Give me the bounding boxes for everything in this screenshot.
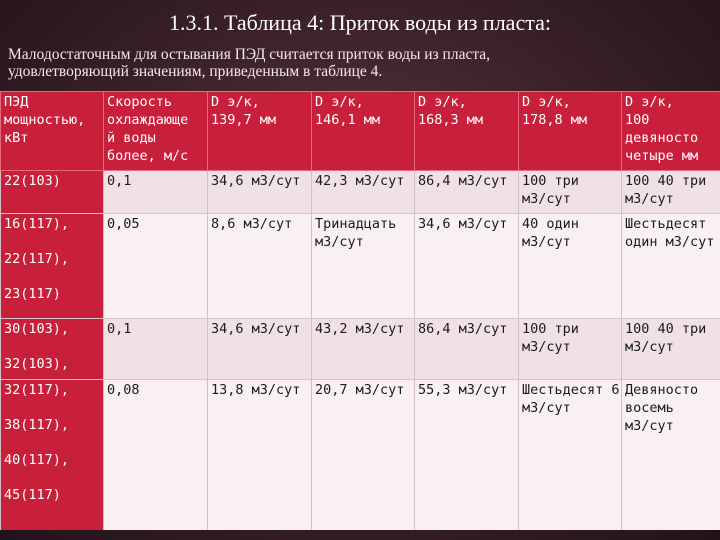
value-cell [622, 319, 720, 380]
header-line: более, м/с [107, 148, 189, 164]
value-cell [415, 214, 519, 319]
value-cell [519, 214, 622, 319]
value-line: 100 три [522, 173, 579, 189]
header-line: D э/к, [522, 94, 571, 110]
value-cell [622, 214, 720, 319]
slide-title: 1.3.1. Таблица 4: Приток воды из пласта: [169, 10, 551, 35]
value-cell [519, 319, 622, 380]
header-d-194 [622, 92, 720, 171]
header-power [1, 92, 104, 171]
value-line: 100 три [522, 321, 579, 337]
value-line: 100 40 три [625, 173, 707, 189]
header-line: D э/к, [418, 94, 467, 110]
value-cell [208, 214, 312, 319]
power-cell [1, 319, 104, 380]
table-row [1, 319, 720, 380]
value-line: Шестьдесят 6 [522, 382, 620, 398]
power-cell [1, 171, 104, 214]
value-cell [415, 380, 519, 531]
value-cell [519, 171, 622, 214]
value-cell [519, 380, 622, 531]
power-value: 32(103), [4, 356, 70, 372]
value-cell [208, 319, 312, 380]
value-line: 100 40 три [625, 321, 707, 337]
power-value: 22(117), [4, 251, 70, 267]
intro-line: удовлетворяющий значениям, приведенным в таблице 4. [8, 63, 383, 80]
value-line: 13,8 м3/сут [211, 382, 301, 398]
value-cell [312, 319, 415, 380]
value-line: м3/сут [625, 418, 674, 434]
value-cell [312, 380, 415, 531]
value-cell [415, 319, 519, 380]
value-line: 8,6 м3/сут [211, 216, 293, 232]
value-line: м3/сут [522, 339, 571, 355]
value-line: восемь [625, 400, 674, 416]
value-line: 86,4 м3/сут [418, 321, 508, 337]
header-d-139 [208, 92, 312, 171]
intro-text [8, 46, 713, 80]
header-speed [104, 92, 208, 171]
power-value: 16(117), [4, 216, 70, 232]
power-cell [1, 380, 104, 531]
value-line: 43,2 м3/сут [315, 321, 405, 337]
power-cell [1, 214, 104, 319]
header-line: ПЭД [4, 94, 29, 110]
speed-cell: 0,1 [104, 171, 208, 214]
header-line: 168,3 мм [418, 112, 484, 128]
value-line: 34,6 м3/сут [418, 216, 508, 232]
header-line: D э/к, [211, 94, 260, 110]
header-line: девяносто [625, 130, 699, 146]
value-line: м3/сут [522, 234, 571, 250]
table-header-row [1, 92, 720, 171]
speed-cell: 0,1 [104, 319, 208, 380]
speed-cell: 0,08 [104, 380, 208, 531]
value-line: Тринадцать [315, 216, 397, 232]
header-line: Скорость [107, 94, 173, 110]
header-line: D э/к, [625, 94, 674, 110]
value-line: 34,6 м3/сут [211, 321, 301, 337]
power-value: 32(117), [4, 382, 70, 398]
intro-line: Малодостаточным для остывания ПЭД считается приток воды из пласта, [8, 46, 491, 63]
value-line: 55,3 м3/сут [418, 382, 508, 398]
value-line: 86,4 м3/сут [418, 173, 508, 189]
header-d-146 [312, 92, 415, 171]
power-value: 38(117), [4, 417, 70, 433]
value-cell [622, 171, 720, 214]
header-line: мощностью, [4, 112, 86, 128]
value-line: один м3/сут [625, 234, 715, 250]
value-line: м3/сут [522, 191, 571, 207]
power-value: 40(117), [4, 452, 70, 468]
header-d-178 [519, 92, 622, 171]
header-d-168 [415, 92, 519, 171]
table-row [1, 380, 720, 531]
power-value: 23(117) [4, 286, 61, 302]
header-line: 178,8 мм [522, 112, 588, 128]
header-line: й воды [107, 130, 156, 146]
table-row [1, 171, 720, 214]
speed-cell: 0,05 [104, 214, 208, 319]
value-line: м3/сут [522, 400, 571, 416]
header-line: четыре мм [625, 148, 699, 164]
power-value: 45(117) [4, 487, 61, 503]
value-line: м3/сут [625, 339, 674, 355]
value-cell [208, 380, 312, 531]
value-cell [622, 380, 720, 531]
value-cell [415, 171, 519, 214]
value-line: 40 один [522, 216, 579, 232]
power-value: 30(103), [4, 321, 70, 337]
table-row [1, 214, 720, 319]
header-line: охлаждающе [107, 112, 189, 128]
value-cell [208, 171, 312, 214]
header-line: 100 [625, 112, 650, 128]
value-line: 42,3 м3/сут [315, 173, 405, 189]
value-line: 20,7 м3/сут [315, 382, 405, 398]
value-line: м3/сут [625, 191, 674, 207]
water-inflow-table [0, 91, 720, 530]
header-line: D э/к, [315, 94, 364, 110]
header-line: 146,1 мм [315, 112, 381, 128]
power-value: 22(103) [4, 173, 61, 189]
header-line: 139,7 мм [211, 112, 277, 128]
value-line: м3/сут [315, 234, 364, 250]
header-line: кВт [4, 130, 29, 146]
value-line: 34,6 м3/сут [211, 173, 301, 189]
value-cell [312, 214, 415, 319]
value-cell [312, 171, 415, 214]
value-line: Шестьдесят [625, 216, 707, 232]
value-line: Девяносто [625, 382, 699, 398]
